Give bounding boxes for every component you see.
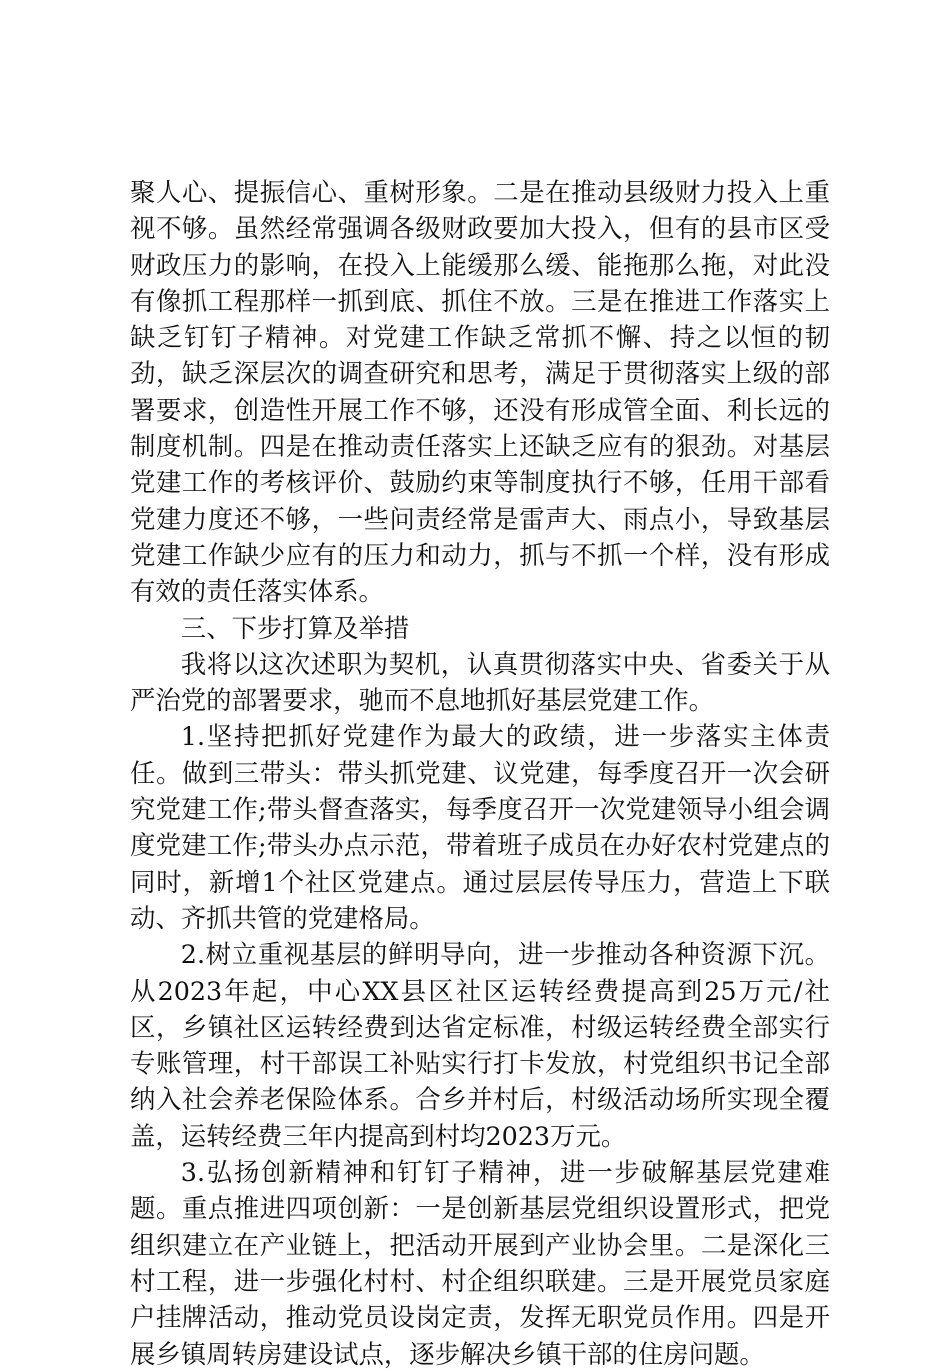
paragraph-item-3: 3.弘扬创新精神和钉钉子精神，进一步破解基层党建难题。重点推进四项创新：一是创新基层党组织设置形式，把党组织建立在产业链上，把活动开展到产业协会里。二是深化三村工程，进一步强化村村、村企组织联建。三是开展党员家庭户挂牌活动，推动党员设岗定责，发挥无职党员作用。四是开展乡镇周转房建设试点，逐步解决乡镇干部的住房问题。 <box>130 1157 830 1369</box>
document-body <box>130 174 830 1372</box>
paragraph-item-2: 2.树立重视基层的鲜明导向，进一步推动各种资源下沉。从2023年起，中心XX县区社区运转经费提高到25万元/社区，乡镇社区运转经费到达省定标准，村级运转经费全部实行专账管理，村干部误工补贴实行打卡发放，村党组织书记全部纳入社会养老保险体系。合乡并村后，村级活动场所实现全覆盖，运转经费三年内提高到村均2023万元。 <box>130 939 830 1151</box>
paragraph-problems-continued: 聚人心、提振信心、重树形象。二是在推动县级财力投入上重视不够。虽然经常强调各级财政要加大投入，但有的县市区受财政压力的影响，在投入上能缓那么缓、能拖那么拖，对此没有像抓工程那样一抓到底、抓住不放。三是在推进工作落实上缺乏钉钉子精神。对党建工作缺乏常抓不懈、持之以恒的韧劲，缺乏深层次的调查研究和思考，满足于贯彻落实上级的部署要求，创造性开展工作不够，还没有形成管全面、利长远的制度机制。四是在推动责任落实上还缺乏应有的狠劲。对基层党建工作的考核评价、鼓励约束等制度执行不够，任用干部看党建力度还不够，一些问责经常是雷声大、雨点小，导致基层党建工作缺少应有的压力和动力，抓与不抓一个样，没有形成有效的责任落实体系。 <box>130 177 830 607</box>
paragraph-intro-plan: 我将以这次述职为契机，认真贯彻落实中央、省委关于从严治党的部署要求，驰而不息地抓好基层党建工作。 <box>130 648 830 716</box>
section-heading-next-steps: 三、下步打算及举措 <box>180 612 410 643</box>
paragraph-item-1: 1.坚持把抓好党建作为最大的政绩，进一步落实主体责任。做到三带头：带头抓党建、议党建，每季度召开一次会研究党建工作;带头督查落实，每季度召开一次党建领导小组会调度党建工作;带头办点示范，带着班子成员在办好农村党建点的同时，新增1个社区党建点。通过层层传导压力，营造上下联动、齐抓共管的党建格局。 <box>130 721 830 933</box>
